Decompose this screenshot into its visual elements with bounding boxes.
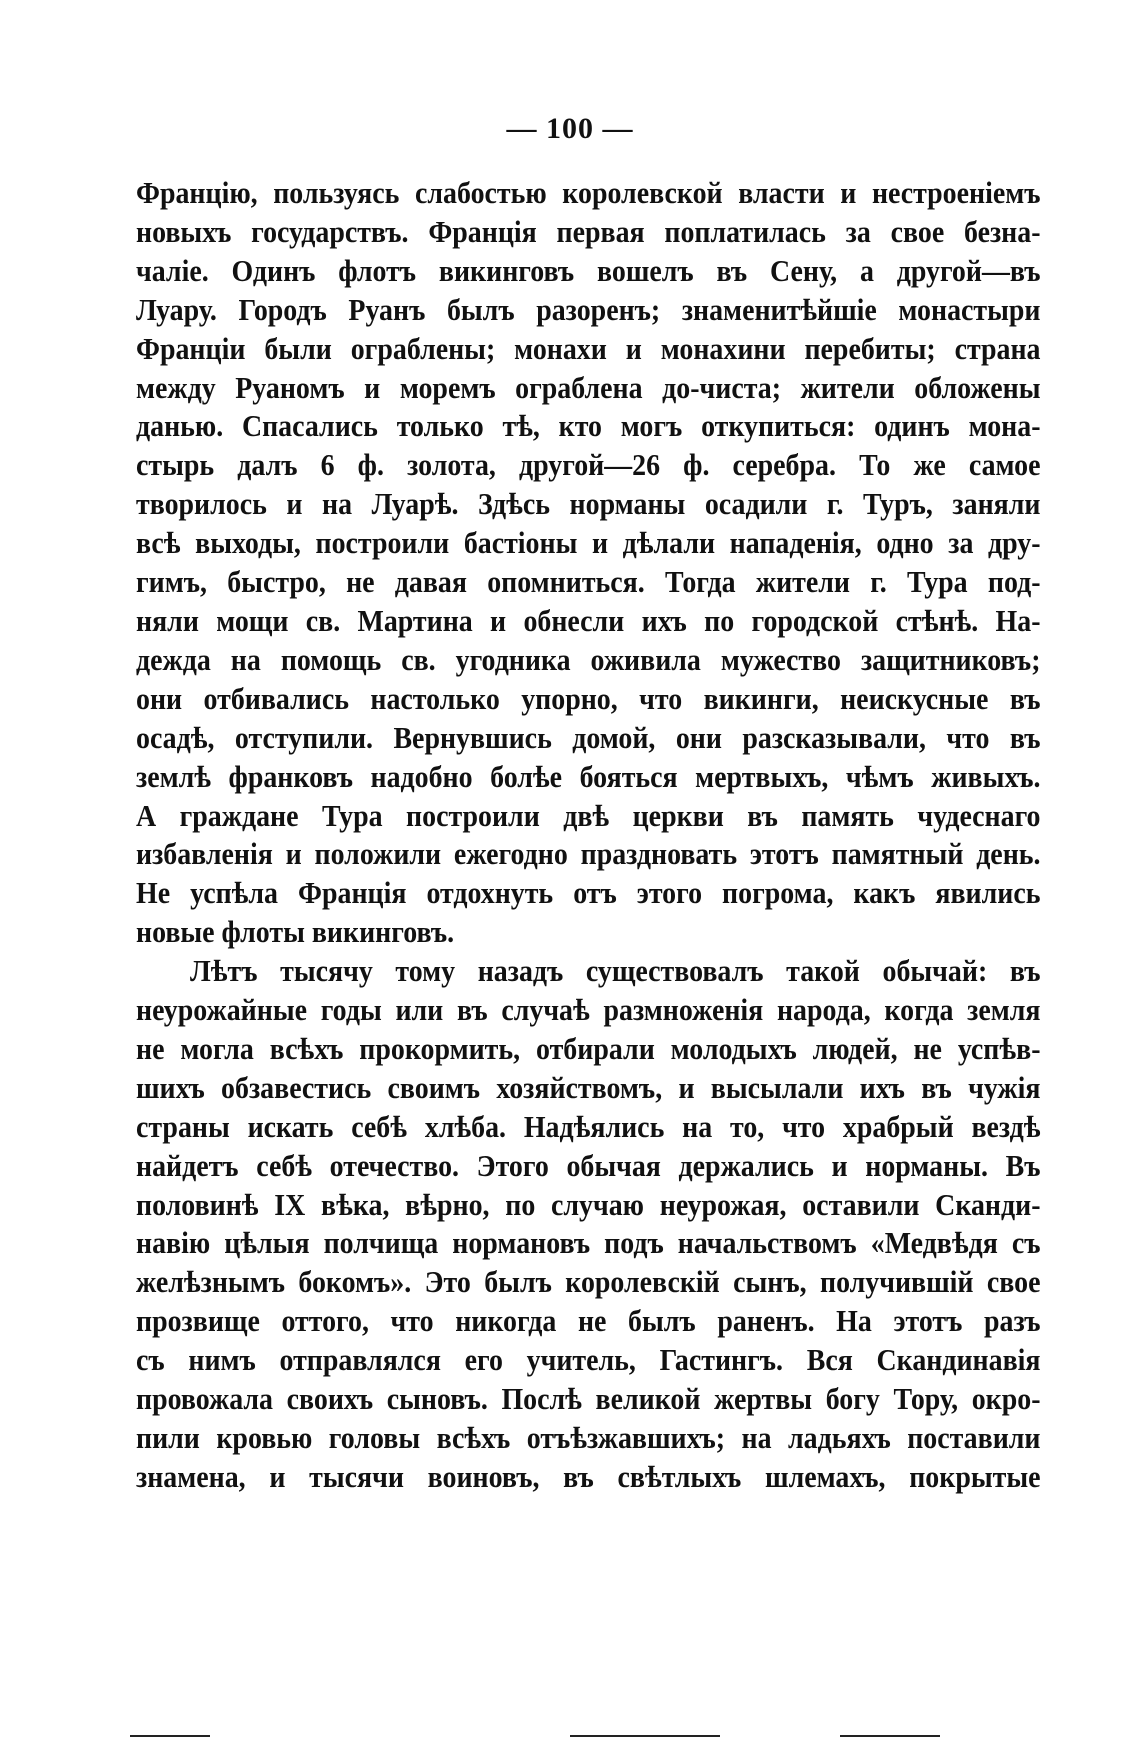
text-line: всѣ выходы, построили бастіоны и дѣлали нападенія, одно за дру-: [136, 525, 1041, 561]
text-line: между Руаномъ и моремъ ограблена до-чиста; жители обложены: [136, 369, 1041, 405]
text-line: не могла всѣхъ прокормить, отбирали молодыхъ людей, не успѣв-: [136, 1030, 1041, 1066]
text-line: страны искать себѣ хлѣба. Надѣялись на то, что храбрый вездѣ: [136, 1108, 1041, 1144]
scan-edge-mark: [840, 1735, 940, 1737]
text-line: Францію, пользуясь слабостью королевской власти и нестроеніемъ: [136, 175, 1041, 210]
text-line: провожала своихъ сыновъ. Послѣ великой жертвы богу Тору, окро-: [136, 1381, 1041, 1417]
text-line: гимъ, быстро, не давая опомниться. Тогда жители г. Тура под-: [136, 564, 1041, 600]
text-line: землѣ франковъ надобно болѣе бояться мертвыхъ, чѣмъ живыхъ.: [136, 758, 1041, 794]
text-line: они отбивались настолько упорно, что викинги, неискусные въ: [136, 680, 1041, 716]
text-line: Лѣтъ тысячу тому назадъ существовалъ такой обычай: въ: [190, 953, 1041, 989]
text-line: стырь далъ 6 ф. золота, другой—26 ф. серебра. То же самое: [136, 447, 1041, 483]
text-line: чаліе. Одинъ флотъ викинговъ вошелъ въ Сену, а другой—въ: [136, 252, 1041, 288]
text-line: навію цѣлыя полчища нормановъ подъ начальствомъ «Медвѣдя съ: [136, 1225, 1041, 1261]
text-line: избавленія и положили ежегодно праздновать этотъ памятный день.: [136, 836, 1041, 872]
text-line: новыхъ государствъ. Франція первая поплатилась за свое безна-: [136, 213, 1041, 249]
text-line: няли мощи св. Мартина и обнесли ихъ по городской стѣнѣ. На-: [136, 602, 1041, 638]
text-line: Франціи были ограблены; монахи и монахини перебиты; страна: [136, 330, 1041, 366]
body-text: [136, 174, 1041, 1497]
text-line: съ нимъ отправлялся его учитель, Гастингъ. Вся Скандинавія: [136, 1342, 1041, 1378]
text-line: половинѣ IX вѣка, вѣрно, по случаю неурожая, оставили Сканди-: [136, 1186, 1041, 1222]
text-line: знамена, и тысячи воиновъ, въ свѣтлыхъ шлемахъ, покрытые: [136, 1458, 1041, 1494]
text-line: дежда на помощь св. угодника оживила мужество защитниковъ;: [136, 641, 1041, 677]
text-line: А граждане Тура построили двѣ церкви въ память чудеснаго: [136, 797, 1041, 833]
text-line: творилось и на Луарѣ. Здѣсь норманы осадили г. Туръ, заняли: [136, 486, 1041, 522]
text-line: неурожайные годы или въ случаѣ размноженія народа, когда земля: [136, 992, 1041, 1028]
page-number: — 100 —: [506, 112, 634, 145]
text-line: осадѣ, отступили. Вернувшись домой, они разсказывали, что въ: [136, 719, 1041, 755]
scan-edge-mark: [570, 1735, 720, 1737]
text-line: Не успѣла Франція отдохнуть отъ этого погрома, какъ явились: [136, 875, 1041, 911]
text-line: желѣзнымъ бокомъ». Это былъ королевскій сынъ, получившій свое: [136, 1264, 1041, 1300]
scan-edge-mark: [130, 1735, 210, 1737]
text-line: шихъ обзавестись своимъ хозяйствомъ, и высылали ихъ въ чужія: [136, 1069, 1041, 1105]
text-line: пили кровью головы всѣхъ отъѣзжавшихъ; на ладьяхъ поставили: [136, 1420, 1041, 1455]
text-line: данью. Спасались только тѣ, кто могъ откупиться: одинъ мона-: [136, 408, 1041, 444]
text-line: Луару. Городъ Руанъ былъ разоренъ; знаменитѣйшіе монастыри: [136, 291, 1041, 327]
text-line: прозвище оттого, что никогда не былъ раненъ. На этотъ разъ: [136, 1303, 1041, 1339]
text-line: новые флоты викинговъ.: [136, 914, 455, 950]
text-line: найдетъ себѣ отечество. Этого обычая держались и норманы. Въ: [136, 1147, 1041, 1183]
